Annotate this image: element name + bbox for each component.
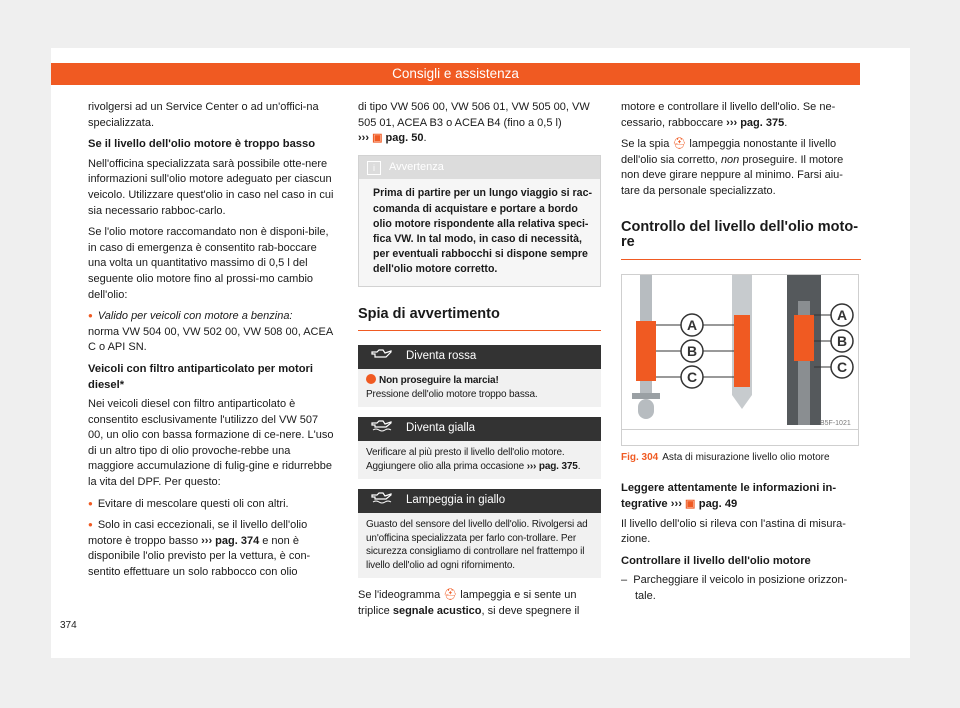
section-title: Controllo del livello dell'olio moto-re: [621, 214, 861, 260]
column-2: [358, 100, 601, 625]
figure-label: C: [837, 358, 848, 375]
lamp-red: Diventa rossa Non proseguire la marcia! Pressione dell'olio motore troppo bassa.: [358, 345, 601, 407]
paragraph: Nell'officina specializzata sarà possibile otte-nere informazioni sull'olio motore adeguato per ciascun veicolo. Utilizzare quest'olio in caso nel caso in cui sia necessario rabboc-carlo.: [88, 157, 334, 217]
bullet-item: ● Evitare di mescolare questi oli con altri.: [88, 497, 336, 513]
figure-label: A: [837, 306, 848, 323]
warning-header: i Avvertenza: [359, 156, 600, 180]
section-title: Spia di avvertimento: [358, 301, 601, 332]
paragraph: di tipo VW 506 00, VW 506 01, VW 505 00, VW 505 01, ACEA B3 o ACEA B4 (fino a 0,5 l) ››› ▣ pag. 50.: [358, 101, 590, 145]
figure-code: B5F-1021: [820, 419, 851, 427]
subheading: Se il livello dell'olio motore è troppo basso: [88, 138, 316, 151]
paragraph: Se l'ideogramma ⛑ lampeggia e si sente un triplice segnale acustico, si deve spegnere il: [358, 589, 580, 617]
page-link[interactable]: ››› pag. 375: [526, 460, 578, 472]
page-header: [51, 63, 860, 85]
book-icon: ▣: [372, 132, 383, 145]
figure-label: A: [687, 316, 698, 333]
oil-level-icon: [358, 492, 406, 510]
bullet-icon: [88, 519, 98, 531]
oil-can-icon: ⛑: [443, 589, 458, 602]
paragraph: rivolgersi ad un Service Center o ad un'offici-na specializzata.: [88, 101, 319, 129]
lamp-yellow-blinking: Lampeggia in giallo Guasto del sensore del livello dell'olio. Rivolgersi ad un'officina specializzata per farlo con-trollare. Per sicurezza consigliamo di controllare nel frattempo il livello dell'olio ad ogni rifornimento.: [358, 489, 601, 578]
figure-label: B: [837, 332, 848, 349]
column-3: [621, 100, 861, 611]
info-icon: i: [367, 161, 381, 175]
paragraph: Il livello dell'olio si rileva con l'astina di misura-zione.: [621, 517, 846, 546]
page-number: 374: [60, 620, 77, 631]
page-link[interactable]: ››› pag. 374: [201, 534, 260, 547]
page-link[interactable]: ››› pag. 375: [726, 116, 785, 129]
subheading: Leggere attentamente le informazioni in-tegrative ››› ▣ pag. 49: [621, 482, 837, 510]
oil-can-icon: [358, 349, 406, 365]
lamp-yellow: Diventa gialla Verificare al più presto il livello dell'olio motore. Aggiungere olio alla prima occasione ››› pag. 375.: [358, 417, 601, 479]
page-link[interactable]: ››› ▣ pag. 50: [358, 132, 424, 145]
subheading: Veicoli con filtro antiparticolato per motori diesel*: [88, 362, 314, 391]
subheading: Controllare il livello dell'olio motore: [621, 554, 811, 567]
figure-label: C: [687, 368, 698, 385]
bullet-icon: [88, 310, 98, 322]
page-link[interactable]: ››› ▣ pag. 49: [670, 497, 738, 510]
oil-can-icon: ⛑: [672, 138, 687, 151]
stop-icon: [366, 374, 376, 384]
warning-text: Prima di partire per un lungo viaggio si rac-comanda di acquistare e portare a bordo olio motore rispondente alla relativa speci-fica VW. In tal modo, in caso di necessità, per eventuali rabbocchi si dispone sempre dell'olio motore corretto.: [373, 187, 592, 276]
step-item: – Parcheggiare il veicolo in posizione orizzon-tale.: [621, 574, 848, 602]
bullet-item: ● Solo in casi eccezionali, se il livello dell'olio motore è troppo basso ››› pag. 374 e non è disponibile l'olio previsto per la vettura, è con-sentito effettuare un solo rabbocco con olio: [88, 518, 336, 580]
figure-label: B: [687, 342, 698, 359]
oil-level-icon: [358, 420, 406, 438]
bullet-icon: [88, 498, 98, 510]
header-title: Consigli e assistenza: [392, 66, 519, 81]
paragraph: motore e controllare il livello dell'olio. Se ne-cessario, rabboccare ››› pag. 375.: [621, 101, 836, 129]
paragraph: Se l'olio motore raccomandato non è disponi-bile, in caso di emergenza è consentito rab-boccare una volta un quantitativo massimo di 0,5 l del seguente olio motore fino al prossi-mo cambio dell'olio:: [88, 226, 329, 301]
warning-box: [358, 155, 601, 287]
bullet-item: ● Valido per veicoli con motore a benzina: norma VW 504 00, VW 502 00, VW 508 00, ACEA C o API SN.: [88, 309, 336, 356]
dipstick-figure: [621, 274, 859, 446]
paragraph: Se la spia ⛑ lampeggia nonostante il livello dell'olio sia corretto, non proseguire. Il motore non deve girare neppure al minimo. Farsi aiu-tare da personale specializzato.: [621, 138, 844, 197]
paragraph: Nei veicoli diesel con filtro antiparticolato è consentito esclusivamente l'utilizzo del VW 507 00, un olio con bassa formazione di ce-nere. L'uso di un altro tipo di olio provoche-rebbe una maggiore accumulazione di fulig-gine e ridurrebbe la vita del DPF. Per questo:: [88, 398, 334, 489]
figure-caption: Fig. 304 Asta di misurazione livello olio motore: [621, 451, 830, 463]
book-icon: ▣: [685, 497, 696, 510]
column-1: [88, 100, 336, 587]
